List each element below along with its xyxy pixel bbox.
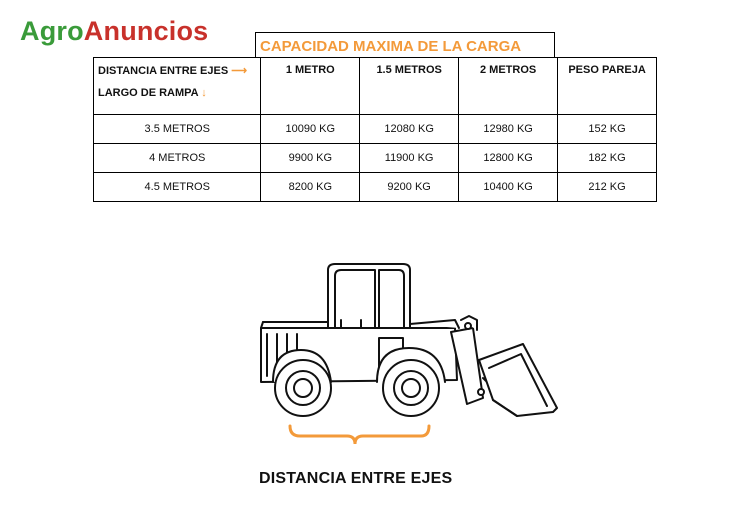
column-header: PESO PAREJA: [558, 58, 657, 115]
header-corner-cell: [94, 58, 261, 115]
agroanuncios-logo[interactable]: [20, 16, 208, 47]
table-cell: 12800 KG: [459, 144, 558, 173]
row-label: 4 METROS: [94, 144, 261, 173]
table-cell: 12080 KG: [360, 115, 459, 144]
table-cell: 9200 KG: [360, 173, 459, 202]
table-title: CAPACIDAD MAXIMA DE LA CARGA: [255, 32, 555, 58]
table-cell: 212 KG: [558, 173, 657, 202]
table-cell: 10090 KG: [261, 115, 360, 144]
table-row: [94, 173, 657, 202]
table-cell: 8200 KG: [261, 173, 360, 202]
column-header: 1 METRO: [261, 58, 360, 115]
logo-agro-text: Agro: [20, 16, 84, 46]
table-cell: 9900 KG: [261, 144, 360, 173]
table-cell: 10400 KG: [459, 173, 558, 202]
header-axis-distance: [98, 64, 260, 77]
arrow-down-icon: ↓: [201, 87, 207, 99]
table-cell: 182 KG: [558, 144, 657, 173]
table-cell: 12980 KG: [459, 115, 558, 144]
axle-distance-brace: [290, 426, 429, 444]
header-distance-label: DISTANCIA ENTRE EJES: [98, 65, 229, 77]
diagram-caption: DISTANCIA ENTRE EJES: [259, 470, 453, 487]
load-capacity-table: [93, 57, 657, 202]
wheel-loader-icon: [255, 258, 565, 458]
table-row: [94, 144, 657, 173]
column-header: 1.5 METROS: [360, 58, 459, 115]
column-header: 2 METROS: [459, 58, 558, 115]
header-axis-ramp: [98, 87, 260, 99]
table-cell: 152 KG: [558, 115, 657, 144]
header-ramp-label: LARGO DE RAMPA: [98, 87, 199, 99]
table-row: [94, 115, 657, 144]
arrow-right-icon: ⟶: [231, 65, 248, 77]
logo-anuncios-text: Anuncios: [83, 16, 209, 46]
row-label: 4.5 METROS: [94, 173, 261, 202]
row-label: 3.5 METROS: [94, 115, 261, 144]
table-header-row: [94, 58, 657, 115]
table-cell: 11900 KG: [360, 144, 459, 173]
